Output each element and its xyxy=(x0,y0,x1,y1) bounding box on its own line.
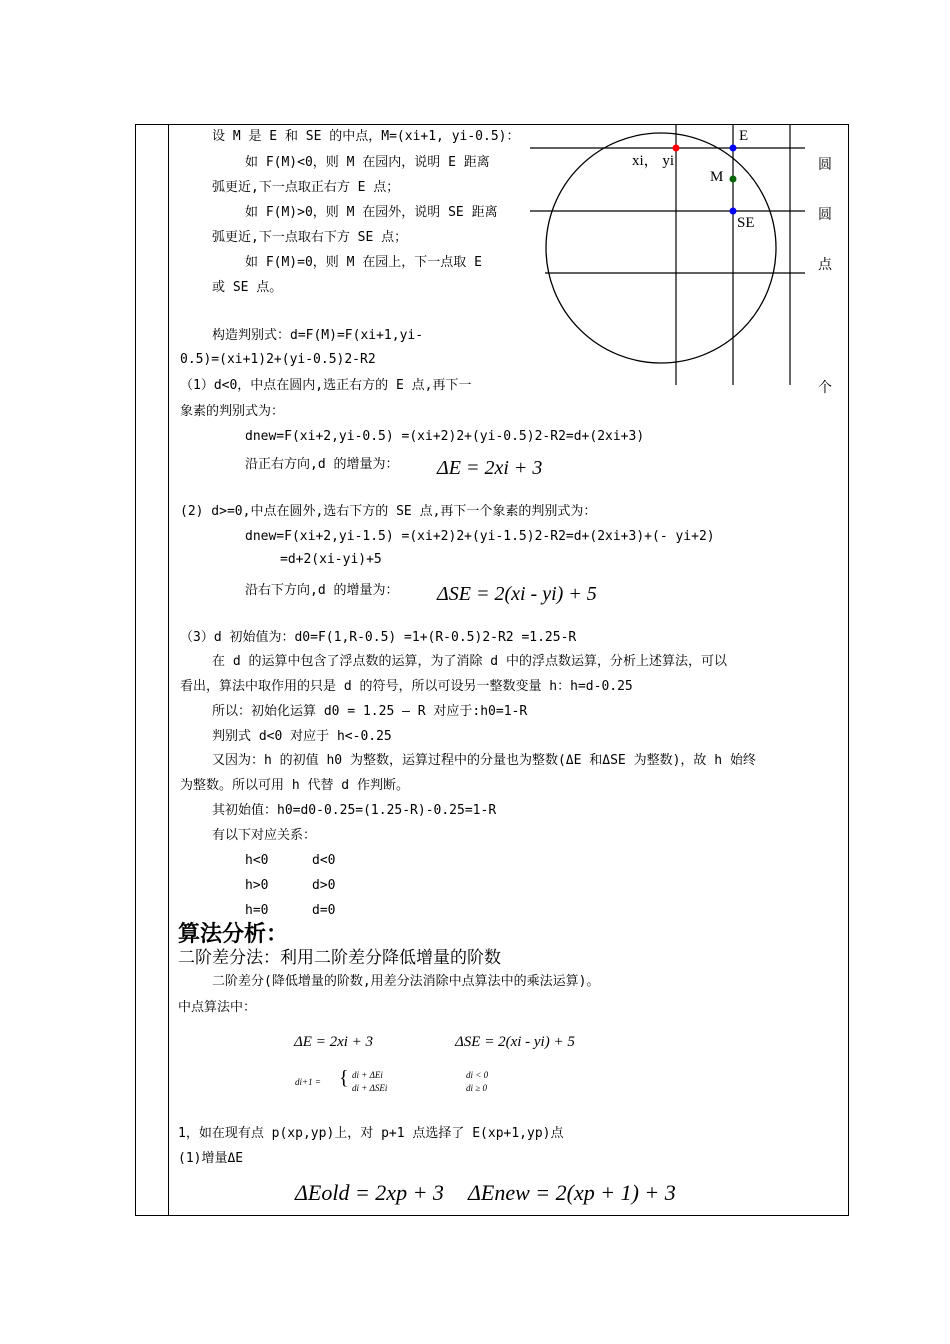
section-subheading: 二阶差分法：利用二阶差分降低增量的阶数 xyxy=(178,948,501,968)
point-se-dot xyxy=(730,208,737,215)
relation-d: d>0 xyxy=(312,878,336,893)
text-line: 弧更近,下一点取右下方 SE 点； xyxy=(212,230,408,245)
text-line: 弧更近,下一点取正右方 E 点； xyxy=(212,180,400,195)
relation-h: h<0 xyxy=(245,853,269,868)
text-line: 有以下对应关系： xyxy=(212,828,317,843)
text-line: 1，如在现有点 p(xp,yp)上，对 p+1 点选择了 E(xp+1,yp)点 xyxy=(178,1126,564,1141)
text-line: 象素的判别式为： xyxy=(180,404,285,419)
relation-d: d=0 xyxy=(312,903,336,918)
midpoint-m-dot xyxy=(730,176,737,183)
formula-piece-bottom: di + ΔSEi xyxy=(352,1083,388,1093)
side-char-4: 个 xyxy=(818,380,832,396)
section-heading: 算法分析： xyxy=(178,922,289,947)
formula-piece-top: di + ΔEi xyxy=(352,1070,383,1080)
formula-delta-se: ΔSE = 2(xi - yi) + 5 xyxy=(437,583,597,605)
label-m: M xyxy=(710,169,724,185)
text-line: 沿正右方向,d 的增量为： xyxy=(245,457,399,472)
formula-delta-e-new: ΔEnew = 2(xp + 1) + 3 xyxy=(468,1180,676,1205)
formula-cond-top: di < 0 xyxy=(466,1070,489,1080)
text-line: （1）d<0，中点在圆内,选正右方的 E 点,再下一 xyxy=(180,378,472,393)
formula-delta-e-small: ΔE = 2xi + 3 xyxy=(294,1034,374,1050)
text-line: =d+2(xi-yi)+5 xyxy=(280,552,382,567)
text-line: 所以：初始化运算 d0 = 1.25 – R 对应于:h0=1-R xyxy=(212,704,528,719)
text-line: 中点算法中： xyxy=(178,1000,257,1015)
text-line: 为整数。所以可用 h 代替 d 作判断。 xyxy=(180,778,409,793)
text-line: 看出，算法中取作用的只是 d 的符号，所以可设另一整数变量 h：h=d-0.25 xyxy=(180,679,633,694)
text-line: (1)增量ΔE xyxy=(178,1151,244,1166)
formula-delta-e: ΔE = 2xi + 3 xyxy=(437,457,543,479)
text-line: 构造判别式：d=F(M)=F(xi+1,yi- xyxy=(212,328,424,343)
label-se: SE xyxy=(737,215,755,231)
side-char-1: 圆 xyxy=(818,157,832,173)
text-line: 又因为：h 的初值 h0 为整数，运算过程中的分量也为整数(ΔE 和ΔSE 为整数)，故 h 始终 xyxy=(212,753,756,768)
text-line: 设 M 是 E 和 SE 的中点，M=(xi+1, yi-0.5)： xyxy=(212,129,520,144)
relation-h: h>0 xyxy=(245,878,269,893)
point-e-dot xyxy=(730,145,737,152)
label-xi-yi: xi， yi xyxy=(632,153,675,169)
current-point-dot xyxy=(673,145,680,152)
text-line: dnew=F(xi+2,yi-1.5) =(xi+2)2+(yi-1.5)2-R2=d+(2xi+3)+(- yi+2) xyxy=(245,529,715,544)
text-line: 其初始值：h0=d0-0.25=(1.25-R)-0.25=1-R xyxy=(212,803,497,818)
formula-d-next: di+1 = xyxy=(295,1077,321,1087)
brace: { xyxy=(339,1067,349,1089)
formula-delta-e-old: ΔEold = 2xp + 3 xyxy=(295,1180,444,1205)
text-line: 二阶差分(降低增量的阶数,用差分法消除中点算法中的乘法运算)。 xyxy=(212,974,600,989)
text-line: （3）d 初始值为：d0=F(1,R-0.5) =1+(R-0.5)2-R2 =1.25-R xyxy=(180,630,577,645)
text-line: 如 F(M)=0，则 M 在园上，下一点取 E xyxy=(245,255,482,270)
text-line: 判别式 d<0 对应于 h<-0.25 xyxy=(212,729,392,744)
text-line: 在 d 的运算中包含了浮点数的运算，为了消除 d 中的浮点数运算，分析上述算法，可以 xyxy=(212,654,727,669)
text-line: 或 SE 点。 xyxy=(212,280,283,295)
formula-cond-bottom: di ≥ 0 xyxy=(466,1083,487,1093)
text-line: 0.5)=(xi+1)2+(yi-0.5)2-R2 xyxy=(180,352,376,367)
side-char-2: 圆 xyxy=(818,207,832,223)
text-line: 如 F(M)<0，则 M 在园内，说明 E 距离 xyxy=(245,155,490,170)
text-line: 沿右下方向,d 的增量为： xyxy=(245,583,399,598)
relation-h: h=0 xyxy=(245,903,269,918)
label-e: E xyxy=(739,128,749,144)
text-line: 如 F(M)>0，则 M 在园外，说明 SE 距离 xyxy=(245,205,498,220)
side-char-3: 点 xyxy=(818,257,832,273)
text-line: (2) d>=0,中点在圆外,选右下方的 SE 点,再下一个象素的判别式为： xyxy=(180,504,597,519)
relation-d: d<0 xyxy=(312,853,336,868)
text-line: dnew=F(xi+2,yi-0.5) =(xi+2)2+(yi-0.5)2-R2=d+(2xi+3) xyxy=(245,429,645,444)
formula-delta-se-small: ΔSE = 2(xi - yi) + 5 xyxy=(455,1034,575,1050)
